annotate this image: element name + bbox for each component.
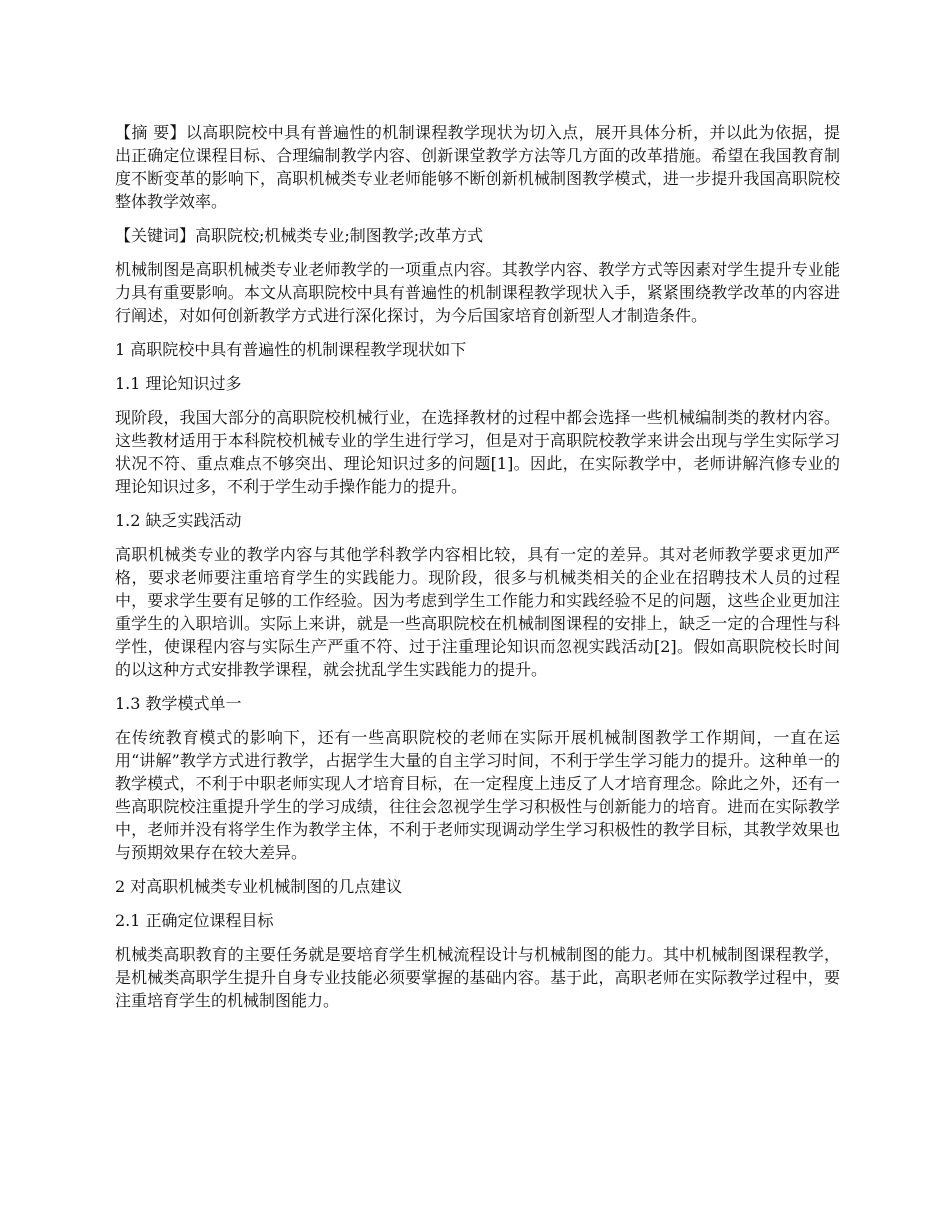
section-2-heading: 2 对高职机械类专业机械制图的几点建议 xyxy=(115,877,403,896)
section-1-2-heading: 1.2 缺乏实践活动 xyxy=(115,511,242,530)
section-1-3-paragraph: 在传统教育模式的影响下，还有一些高职院校的老师在实际开展机械制图教学工作期间，一直在运用“讲解”教学方式进行教学，占据学生大量的自主学习时间，不利于学生学习能力的提升。这种单一的教学模式，不利于中职老师实现人才培育目标，在一定程度上违反了人才培育理念。除此之外，还有一些高职院校注重提升学生的学习成绩，往往会忽视学生学习积极性与创新能力的培育。进而在实际教学中，老师并没有将学生作为教学主体，不利于老师实现调动学生学习积极性的教学目标，其教学效果也与预期效果存在较大差异。 xyxy=(115,728,840,862)
section-1-1-heading: 1.1 理论知识过多 xyxy=(115,374,242,393)
section-1-heading: 1 高职院校中具有普遍性的机制课程教学现状如下 xyxy=(115,340,467,359)
section-1-2-paragraph: 高职机械类专业的教学内容与其他学科教学内容相比较，具有一定的差异。其对老师教学要求更加严格，要求老师要注重培育学生的实践能力。现阶段，很多与机械类相关的企业在招聘技术人员的过程中，要求学生要有足够的工作经验。因为考虑到学生工作能力和实践经验不足的问题，这些企业更加注重学生的入职培训。实际上来讲，就是一些高职院校在机械制图课程的安排上，缺乏一定的合理性与科学性，使课程内容与实际生产严重不符、过于注重理论知识而忽视实践活动[2]。假如高职院校长时间的以这种方式安排教学课程，就会扰乱学生实践能力的提升。 xyxy=(115,545,840,679)
section-1-1-paragraph: 现阶段，我国大部分的高职院校机械行业，在选择教材的过程中都会选择一些机械编制类的教材内容。这些教材适用于本科院校机械专业的学生进行学习，但是对于高职院校教学来讲会出现与学生实际学习状况不符、重点难点不够突出、理论知识过多的问题[1]。因此，在实际教学中，老师讲解汽修专业的理论知识过多，不利于学生动手操作能力的提升。 xyxy=(115,408,840,496)
section-2-1-heading: 2.1 正确定位课程目标 xyxy=(115,911,274,930)
section-1-3-heading: 1.3 教学模式单一 xyxy=(115,694,242,713)
section-2-1-paragraph: 机械类高职教育的主要任务就是要培育学生机械流程设计与机械制图的能力。其中机械制图课程教学，是机械类高职学生提升自身专业技能必须要掌握的基础内容。基于此，高职老师在实际教学过程中，要注重培育学生的机械制图能力。 xyxy=(115,945,840,1010)
intro-paragraph: 机械制图是高职机械类专业老师教学的一项重点内容。其教学内容、教学方式等因素对学生提升专业能力具有重要影响。本文从高职院校中具有普遍性的机制课程教学现状入手，紧紧围绕教学改革的内容进行阐述，对如何创新教学方式进行深化探讨，为今后国家培育创新型人才制造条件。 xyxy=(115,260,840,325)
keywords-line: 【关键词】高职院校;机械类专业;制图教学;改革方式 xyxy=(115,226,484,245)
article-body xyxy=(115,121,840,1023)
abstract-paragraph: 【摘 要】以高职院校中具有普遍性的机制课程教学现状为切入点，展开具体分析，并以此为依据，提出正确定位课程目标、合理编制教学内容、创新课堂教学方法等几方面的改革措施。希望在我国教育制度不断变革的影响下，高职机械类专业老师能够不断创新机械制图教学模式，进一步提升我国高职院校整体教学效率。 xyxy=(115,123,840,211)
